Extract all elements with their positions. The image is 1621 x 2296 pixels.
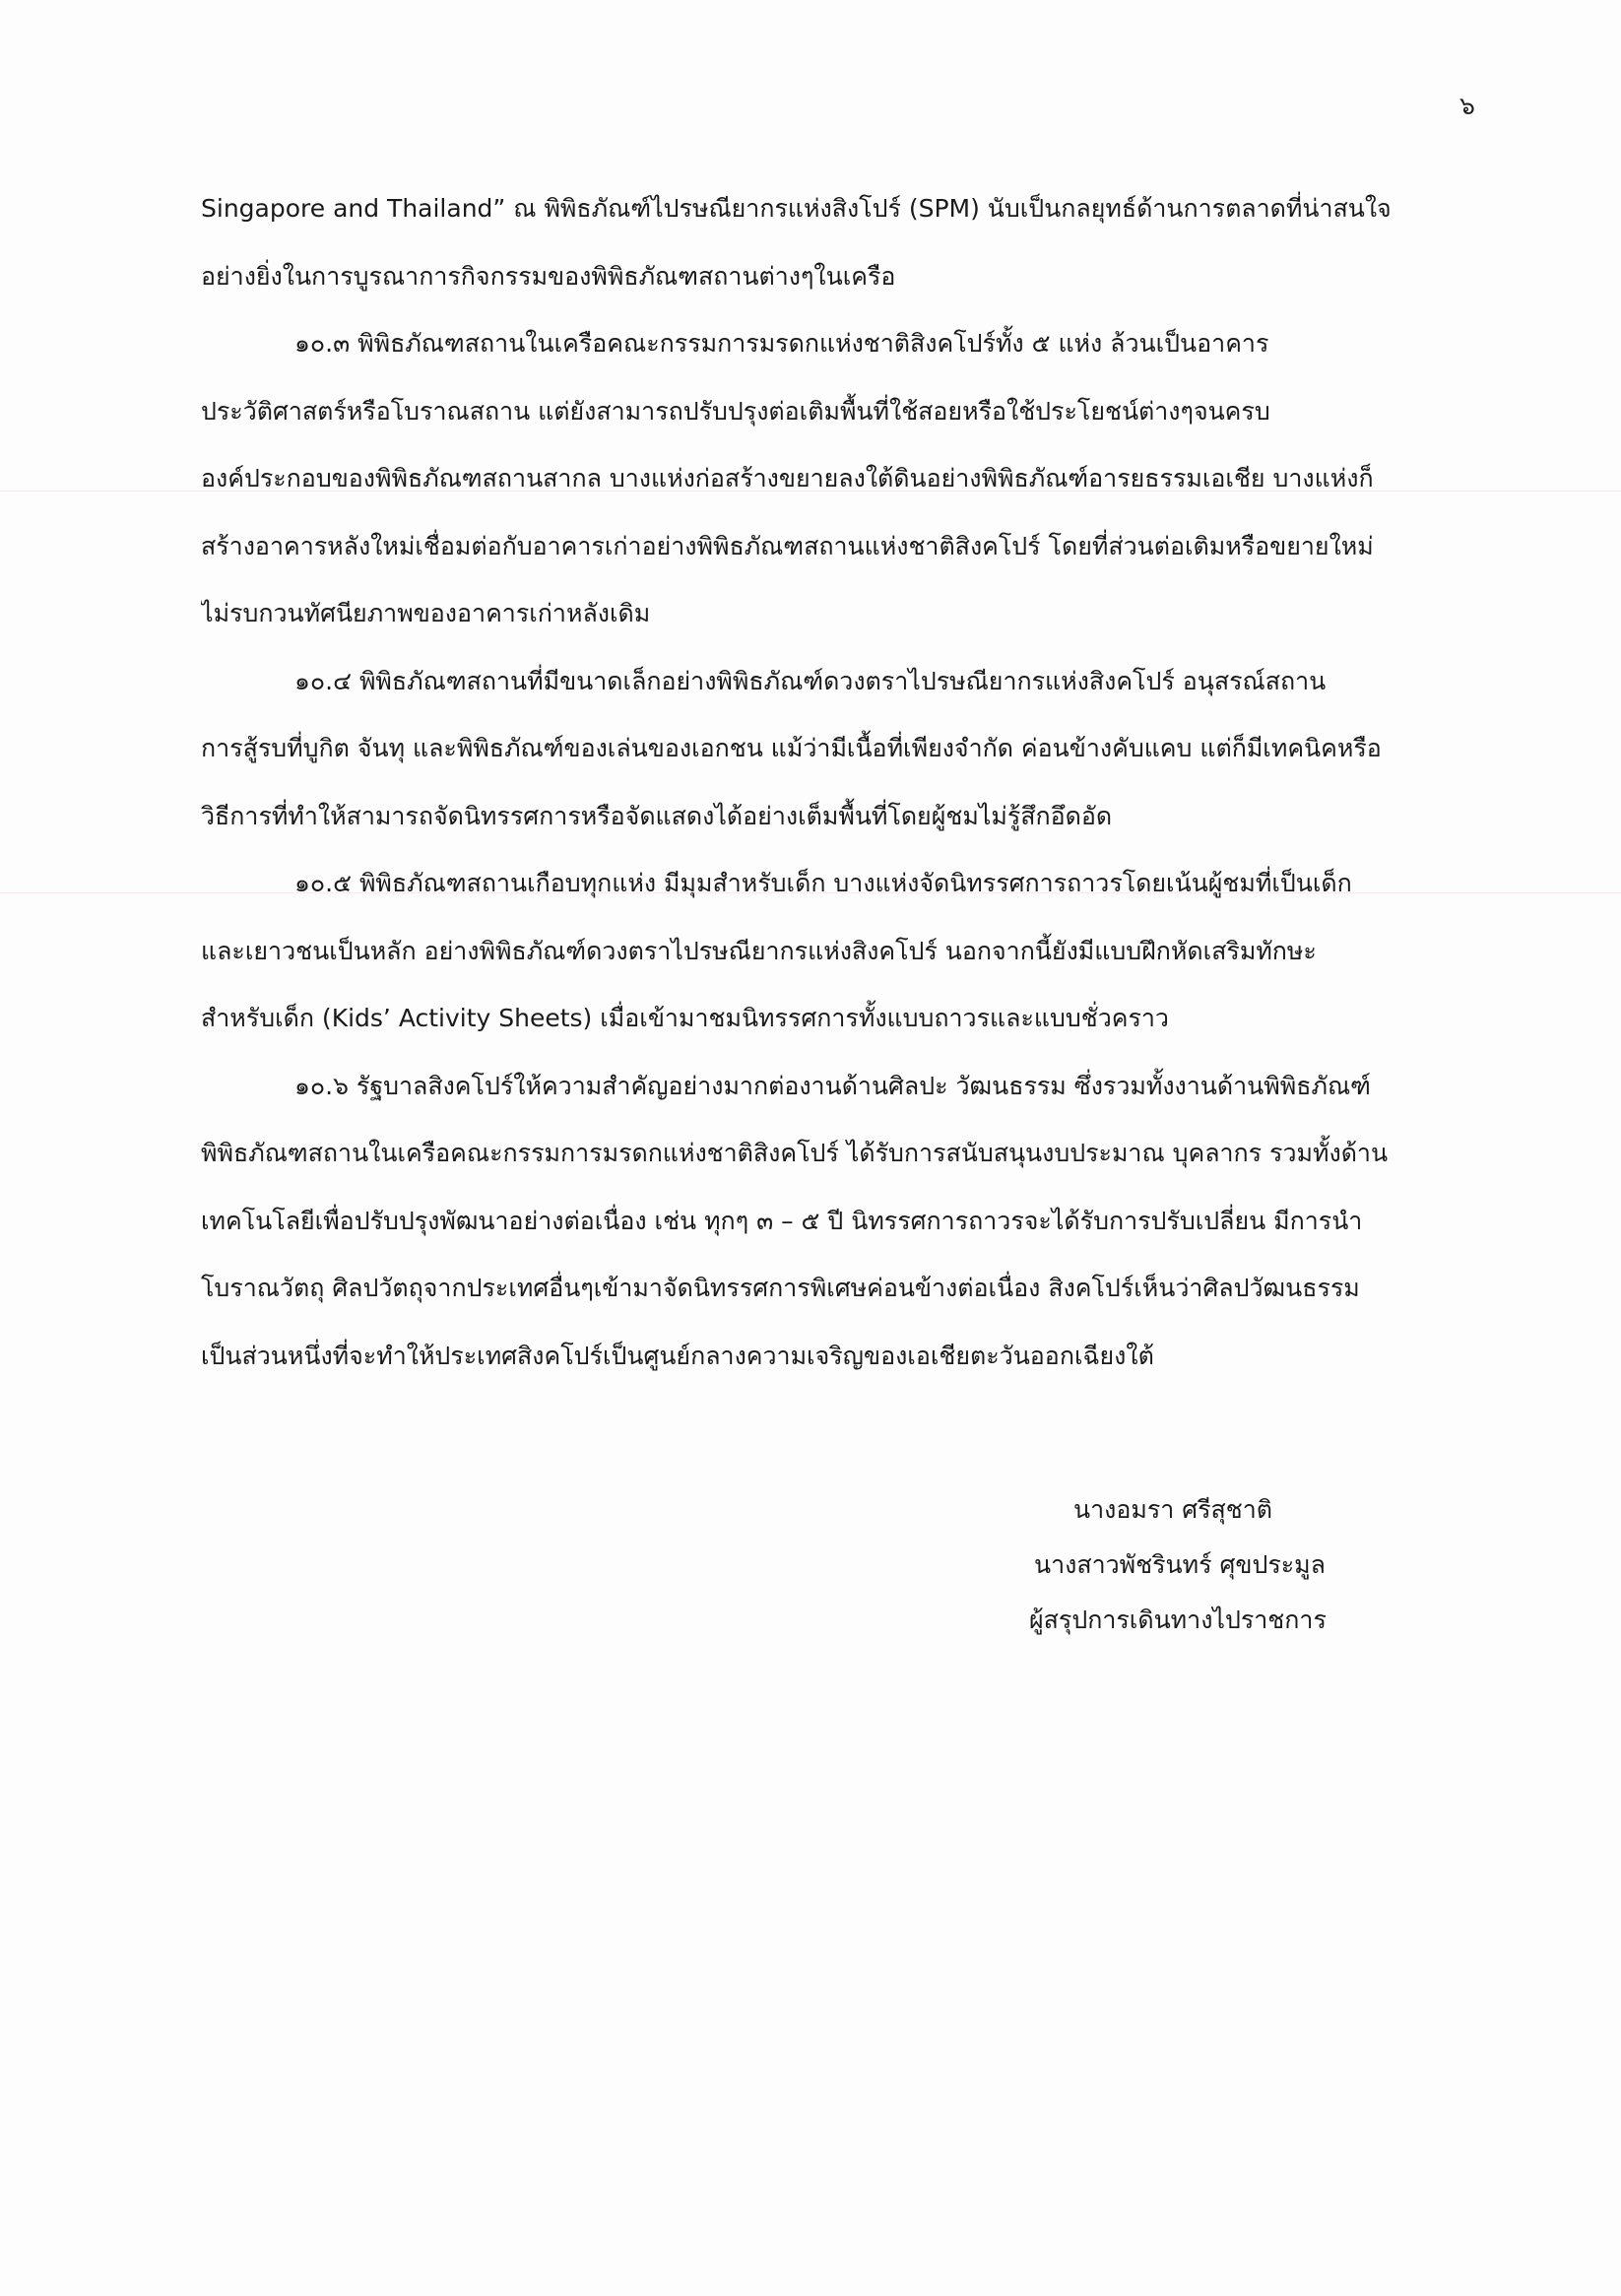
text-line: ๑๐.๔ พิพิธภัณฑสถานที่มีขนาดเล็กอย่างพิพิธภัณฑ์ดวงตราไปรษณียากรแห่งสิงคโปร์ อนุสรณ์สถาน [294,666,1327,695]
signatory-name-1: นางอมรา ศรีสุชาติ [1073,1495,1273,1524]
text-line: พิพิธภัณฑสถานในเครือคณะกรรมการมรดกแห่งชาติสิงคโปร์ ได้รับการสนับสนุนงบประมาณ บุคลากร รวมทั้งด้าน [201,1139,1389,1167]
text-line: องค์ประกอบของพิพิธภัณฑสถานสากล บางแห่งก่อสร้างขยายลงใต้ดินอย่างพิพิธภัณฑ์อารยธรรมเอเชีย บางแห่งก็ [201,464,1374,492]
text-line: ประวัติศาสตร์หรือโบราณสถาน แต่ยังสามารถปรับปรุงต่อเติมพื้นที่ใช้สอยหรือใช้ประโยชน์ต่างๆจนครบ [201,396,1270,426]
text-line: ไม่รบกวนทัศนียภาพของอาคารเก่าหลังเดิม [201,599,651,627]
text-line: อย่างยิ่งในการบูรณาการกิจกรรมของพิพิธภัณฑสถานต่างๆในเครือ [201,261,896,291]
signatory-role: ผู้สรุปการเดินทางไปราชการ [1029,1606,1327,1634]
text-line: เทคโนโลยีเพื่อปรับปรุงพัฒนาอย่างต่อเนื่อง เช่น ทุกๆ ๓ – ๕ ปี นิทรรศการถาวรจะได้รับการปรับเปลี่ยน มีการนำ [201,1206,1363,1235]
text-line: และเยาวชนเป็นหลัก อย่างพิพิธภัณฑ์ดวงตราไปรษณียากรแห่งสิงคโปร์ นอกจากนี้ยังมีแบบฝึกหัดเสริมทักษะ [201,936,1317,965]
text-line: การสู้รบที่บูกิต จันทุ และพิพิธภัณฑ์ของเล่นของเอกชน แม้ว่ามีเนื้อที่เพียงจำกัด ค่อนข้างคับแคบ แต่ก็มีเทคนิคหรือ [201,734,1382,762]
text-line: วิธีการที่ทำให้สามารถจัดนิทรรศการหรือจัดแสดงได้อย่างเต็มพื้นที่โดยผู้ชมไม่รู้สึกอึดอัด [201,801,1113,830]
text-line: เป็นส่วนหนึ่งที่จะทำให้ประเทศสิงคโปร์เป็นศูนย์กลางความเจริญของเอเชียตะวันออกเฉียงใต้ [201,1341,1154,1370]
text-line: โบราณวัตถุ ศิลปวัตถุจากประเทศอื่นๆเข้ามาจัดนิทรรศการพิเศษค่อนข้างต่อเนื่อง สิงคโปร์เห็นว่าศิลปวัฒนธรรม [201,1274,1360,1302]
text-line: ๑๐.๕ พิพิธภัณฑสถานเกือบทุกแห่ง มีมุมสำหรับเด็ก บางแห่งจัดนิทรรศการถาวรโดยเน้นผู้ชมที่เป็นเด็ก [294,869,1352,897]
signatory-name-2: นางสาวพัชรินทร์ ศุขประมูล [1034,1550,1326,1579]
signature-block [1014,1482,1428,1648]
text-line: ๑๐.๓ พิพิธภัณฑสถานในเครือคณะกรรมการมรดกแห่งชาติสิงคโปร์ทั้ง ๕ แห่ง ล้วนเป็นอาคาร [294,329,1269,358]
page-number: ๖ [1459,92,1475,120]
text-line: ๑๐.๖ รัฐบาลสิงคโปร์ให้ความสำคัญอย่างมากต่องานด้านศิลปะ วัฒนธรรม ซึ่งรวมทั้งงานด้านพิพิธภัณฑ์ [294,1071,1371,1100]
text-line: สำหรับเด็ก (Kids’ Activity Sheets) เมื่อเข้ามาชมนิทรรศการทั้งแบบถาวรและแบบชั่วคราว [201,1004,1169,1032]
body-text [201,175,1481,1390]
text-line: Singapore and Thailand” ณ พิพิธภัณฑ์ไปรษณียากรแห่งสิงโปร์ (SPM) นับเป็นกลยุทธ์ด้านการตลาดที่น่าสนใจ [201,194,1392,223]
text-line: สร้างอาคารหลังใหม่เชื่อมต่อกับอาคารเก่าอย่างพิพิธภัณฑสถานแห่งชาติสิงคโปร์ โดยที่ส่วนต่อเติมหรือขยายใหม่ [201,531,1374,560]
